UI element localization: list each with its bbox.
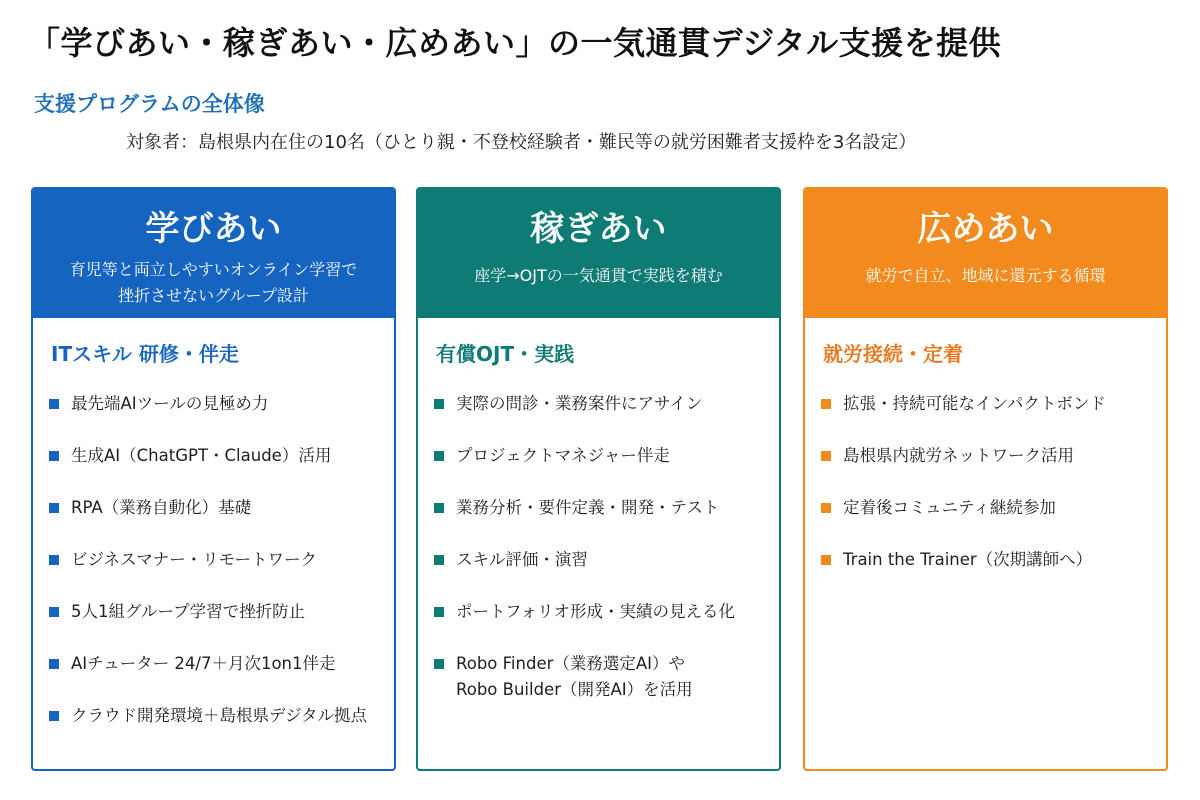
item-text-line: Robo Finder（業務選定AI）や — [456, 654, 686, 673]
square-bullet-icon — [434, 555, 444, 565]
column-title: 学びあい — [145, 209, 282, 249]
item-text: 生成AI（ChatGPT・Claude）活用 — [71, 446, 332, 465]
item-text: 定着後コミュニティ継続参加 — [843, 498, 1056, 517]
square-bullet-icon — [821, 555, 831, 565]
column-title: 稼ぎあい — [530, 209, 667, 249]
column-earn — [416, 187, 781, 771]
list-item — [434, 547, 779, 573]
list-item — [434, 599, 779, 625]
description-line: 挫折させないグループ設計 — [118, 286, 309, 305]
square-bullet-icon — [434, 399, 444, 409]
square-bullet-icon — [821, 451, 831, 461]
square-bullet-icon — [434, 659, 444, 669]
section-title: 就労接続・定着 — [823, 342, 963, 366]
list-item — [49, 703, 394, 729]
column-learn — [31, 187, 396, 771]
item-text: ポートフォリオ形成・実績の見える化 — [456, 602, 736, 621]
square-bullet-icon — [49, 711, 59, 721]
list-item — [821, 443, 1166, 469]
item-text: プロジェクトマネジャー伴走 — [456, 446, 670, 465]
item-text: Train the Trainer（次期講師へ） — [843, 550, 1093, 569]
item-text: スキル評価・演習 — [456, 550, 588, 569]
square-bullet-icon — [49, 659, 59, 669]
description-line: 就労で自立、地域に還元する循環 — [865, 266, 1106, 285]
item-list — [821, 391, 1166, 573]
list-item — [821, 495, 1166, 521]
item-text: 島根県内就労ネットワーク活用 — [843, 446, 1074, 465]
list-item — [49, 547, 394, 573]
item-list — [434, 391, 779, 703]
item-list — [49, 391, 394, 729]
list-item — [434, 443, 779, 469]
square-bullet-icon — [434, 503, 444, 513]
description-line: 座学→OJTの一気通貫で実践を積む — [474, 266, 723, 285]
target-audience-text: 対象者：島根県内在住の10名（ひとり親・不登校経験者・難民等の就労困難者支援枠を3名設定） — [126, 132, 917, 153]
item-text: 最先端AIツールの見極め力 — [71, 394, 269, 413]
column-description — [418, 263, 779, 289]
program-overview-heading: 支援プログラムの全体像 — [34, 92, 265, 116]
square-bullet-icon — [49, 555, 59, 565]
column-header — [418, 189, 779, 318]
column-description — [805, 263, 1166, 289]
item-text: 業務分析・要件定義・開発・テスト — [456, 498, 720, 517]
description-line: 育児等と両立しやすいオンライン学習で — [69, 260, 358, 279]
column-header — [805, 189, 1166, 318]
list-item — [434, 391, 779, 417]
square-bullet-icon — [49, 503, 59, 513]
list-item — [49, 599, 394, 625]
item-text-line: Robo Builder（開発AI）を活用 — [456, 680, 693, 699]
item-text: 拡張・持続可能なインパクトボンド — [843, 394, 1106, 413]
section-title: ITスキル 研修・伴走 — [51, 342, 239, 366]
list-item — [821, 547, 1166, 573]
page-title: 「学びあい・稼ぎあい・広めあい」の一気通貫デジタル支援を提供 — [28, 24, 1002, 62]
list-item — [49, 391, 394, 417]
square-bullet-icon — [821, 399, 831, 409]
square-bullet-icon — [49, 451, 59, 461]
list-item — [49, 651, 394, 677]
item-text: 実際の問診・業務案件にアサイン — [456, 394, 703, 413]
item-text — [456, 651, 693, 703]
item-text: ビジネスマナー・リモートワーク — [71, 550, 318, 569]
square-bullet-icon — [821, 503, 831, 513]
column-spread — [803, 187, 1168, 771]
square-bullet-icon — [49, 607, 59, 617]
list-item — [434, 651, 779, 703]
column-header — [33, 189, 394, 318]
column-description — [33, 257, 394, 309]
item-text: AIチューター 24/7＋月次1on1伴走 — [71, 654, 336, 673]
list-item — [821, 391, 1166, 417]
square-bullet-icon — [434, 451, 444, 461]
list-item — [434, 495, 779, 521]
item-text: クラウド開発環境＋島根県デジタル拠点 — [71, 706, 368, 725]
list-item — [49, 443, 394, 469]
item-text: RPA（業務自動化）基礎 — [71, 498, 252, 517]
column-title: 広めあい — [917, 209, 1054, 249]
list-item — [49, 495, 394, 521]
square-bullet-icon — [434, 607, 444, 617]
square-bullet-icon — [49, 399, 59, 409]
section-title: 有償OJT・実践 — [436, 342, 575, 366]
item-text: 5人1組グループ学習で挫折防止 — [71, 602, 306, 621]
